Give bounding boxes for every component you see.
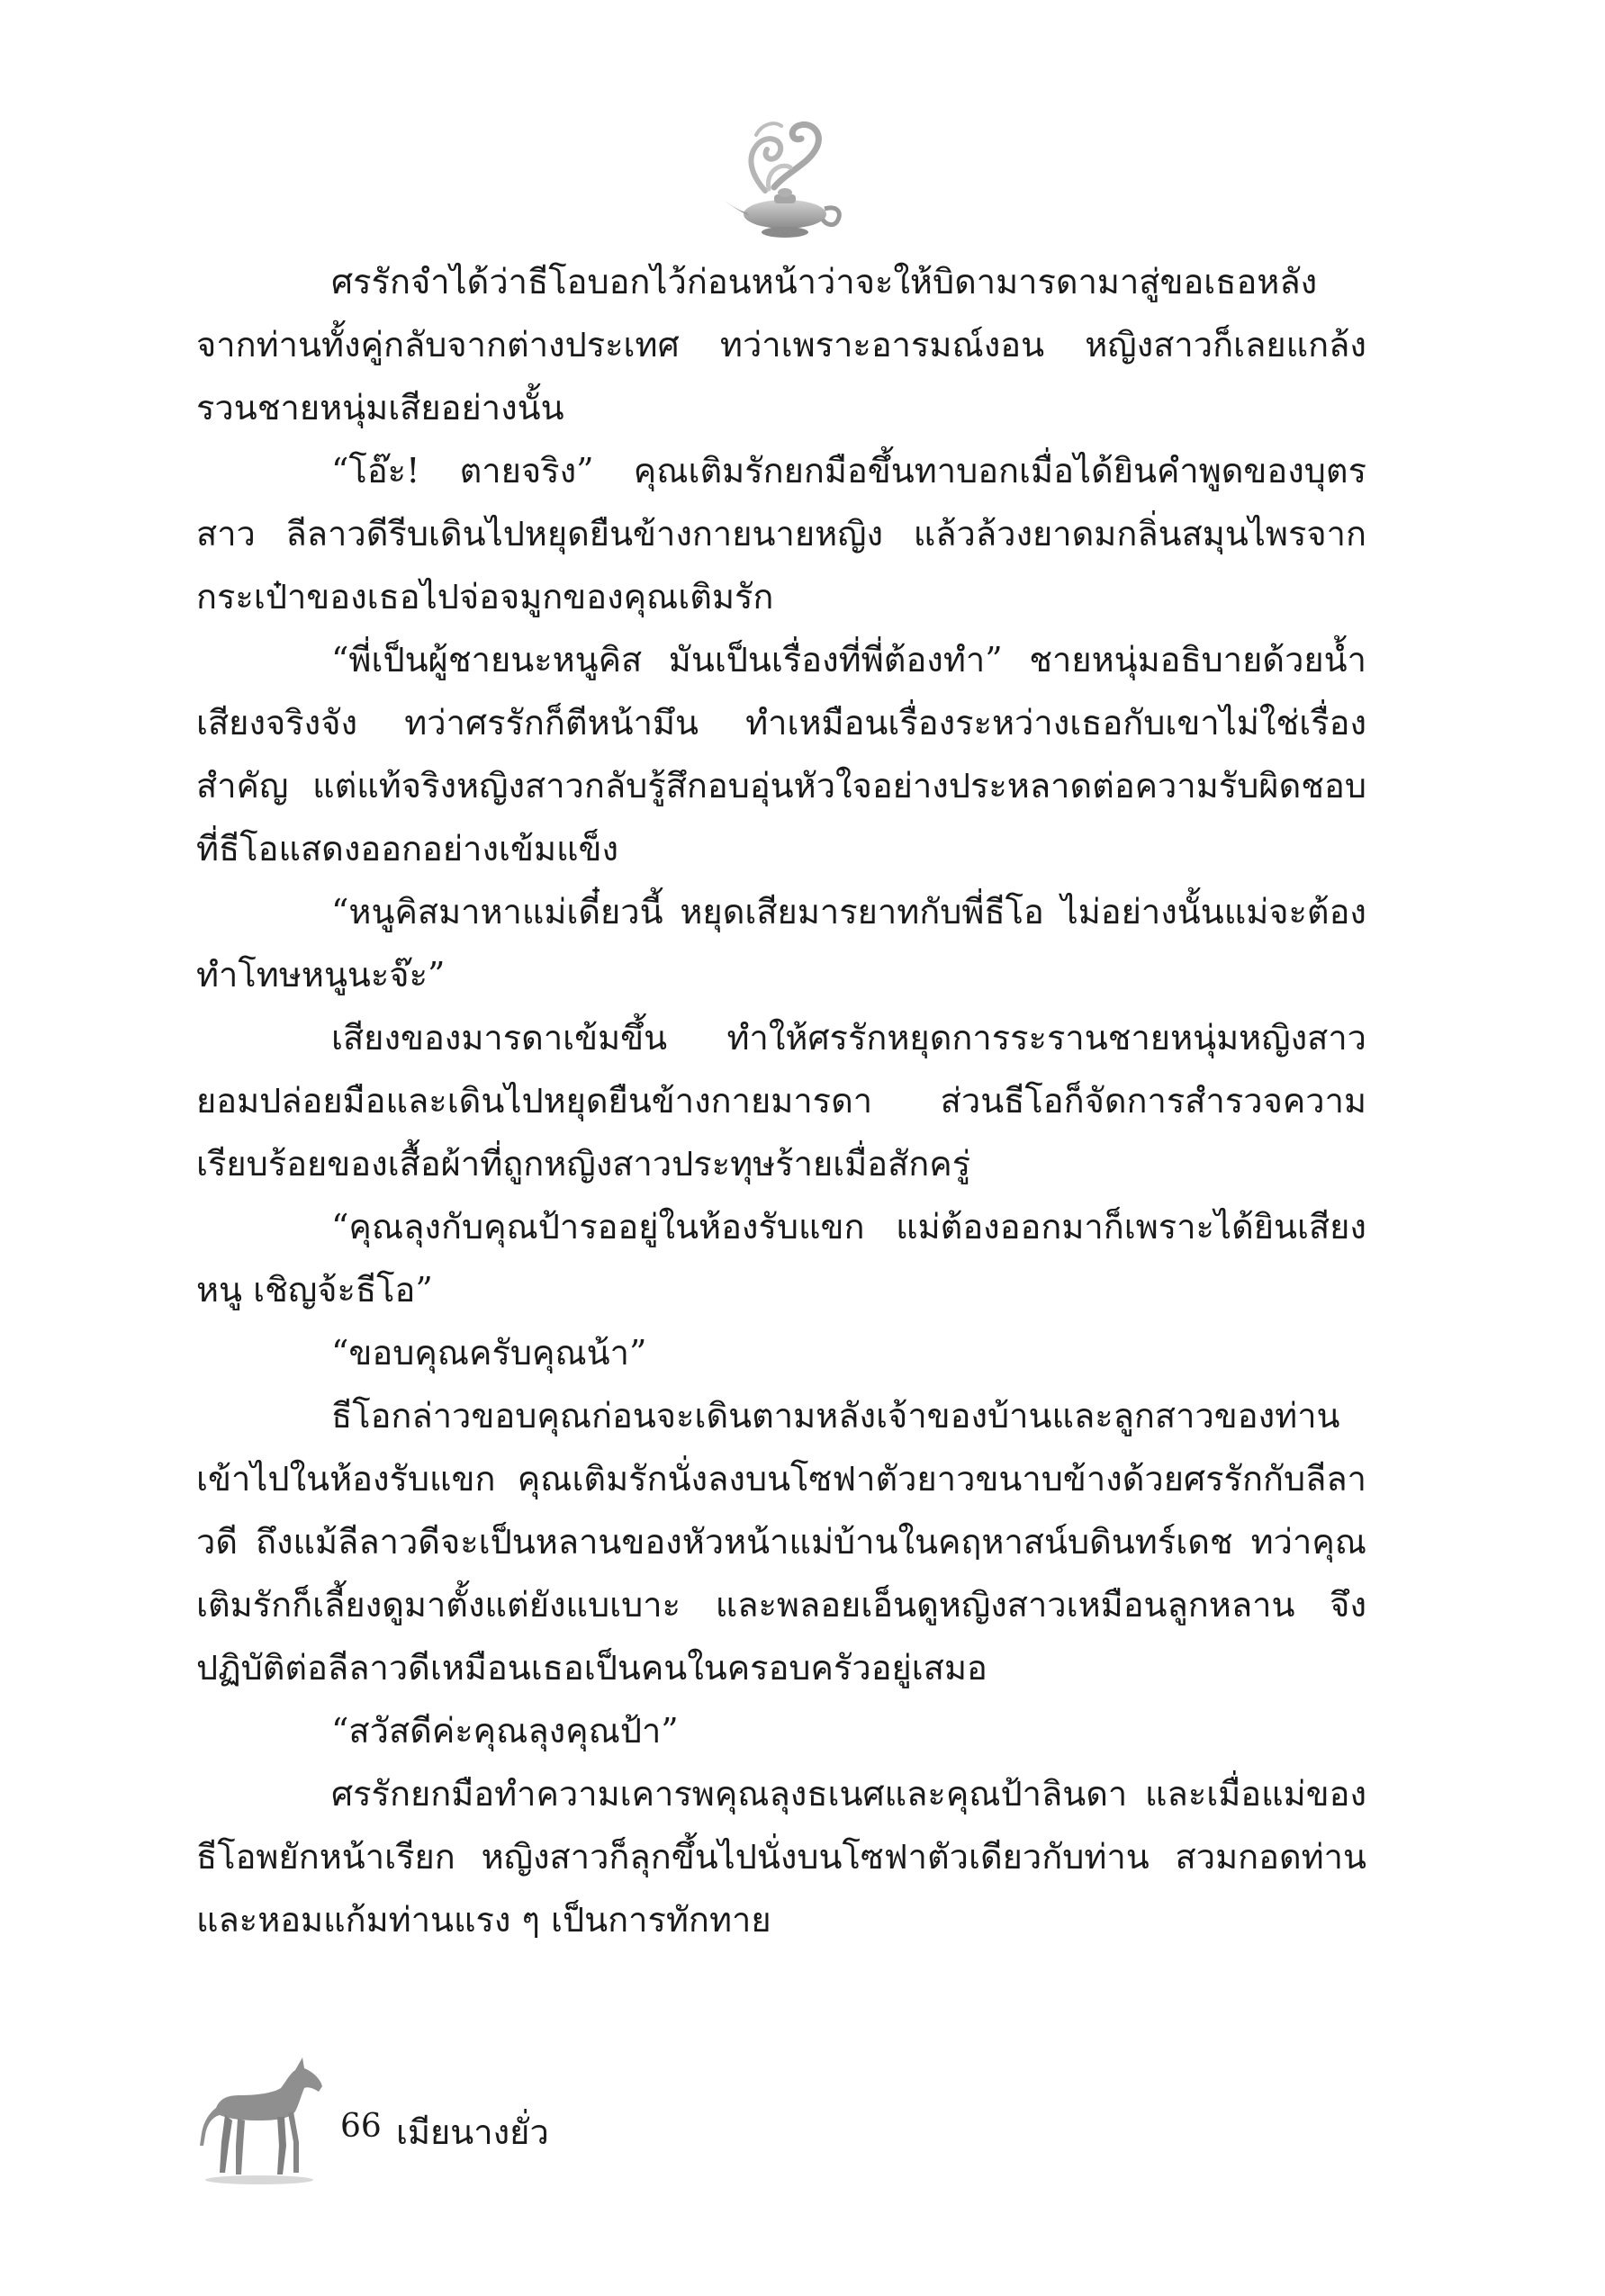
genie-lamp-icon	[702, 108, 855, 243]
paragraph: “คุณลุงกับคุณป้ารออยู่ในห้องรับแขก แม่ต้องออกมาก็เพราะได้ยินเสียงหนู เชิญจ้ะธีโอ”	[196, 1207, 1366, 1310]
paragraph: “พี่เป็นผู้ชายนะหนูคิส มันเป็นเรื่องที่พี่ต้องทำ” ชายหนุ่มอธิบายด้วยน้ำเสียงจริงจัง ทว่าศรรักก็ตีหน้ามึน ทำเหมือนเรื่องระหว่างเธอกับเขาไม่ใช่เรื่องสำคัญ แต่แท้จริงหญิงสาวกลับรู้สึกอบอุ่นหัวใจอย่างประหลาดต่อความรับผิดชอบที่ธีโอแสดงออกอย่างเข้มแข็ง	[196, 640, 1366, 869]
page-footer	[189, 2052, 729, 2187]
paragraph: ธีโอกล่าวขอบคุณก่อนจะเดินตามหลังเจ้าของบ้านและลูกสาวของท่านเข้าไปในห้องรับแขก คุณเติมรักนั่งลงบนโซฟาตัวยาวขนาบข้างด้วยศรรักกับลีลาวดี ถึงแม้ลีลาวดีจะเป็นหลานของหัวหน้าแม่บ้านในคฤหาสน์บดินทร์เดช ทว่าคุณเติมรักก็เลี้ยงดูมาตั้งแต่ยังแบเบาะ และพลอยเอ็นดูหญิงสาวเหมือนลูกหลาน จึงปฏิบัติต่อลีลาวดีเหมือนเธอเป็นคนในครอบครัวอยู่เสมอ	[196, 1396, 1366, 1688]
chapter-body-text	[196, 250, 1366, 1951]
paragraph: “สวัสดีค่ะคุณลุงคุณป้า”	[331, 1711, 679, 1751]
paragraph: “หนูคิสมาหาแม่เดี๋ยวนี้ หยุดเสียมารยาทกับพี่ธีโอ ไม่อย่างนั้นแม่จะต้องทำโทษหนูนะจ๊ะ”	[196, 892, 1366, 995]
paragraph: “โอ๊ะ! ตายจริง” คุณเติมรักยกมือขึ้นทาบอกเมื่อได้ยินคำพูดของบุตรสาว ลีลาวดีรีบเดินไปหยุดยืนข้างกายนายหญิง แล้วล้วงยาดมกลิ่นสมุนไพรจากกระเป๋าของเธอไปจ่อจมูกของคุณเติมรัก	[196, 451, 1366, 617]
paragraph: “ขอบคุณครับคุณน้า”	[331, 1333, 647, 1373]
paragraph: เสียงของมารดาเข้มขึ้น ทำให้ศรรักหยุดการระรานชายหนุ่มหญิงสาวยอมปล่อยมือและเดินไปหยุดยืนข้างกายมารดา ส่วนธีโอก็จัดการสำรวจความเรียบร้อยของเสื้อผ้าที่ถูกหญิงสาวประทุษร้ายเมื่อสักครู่	[196, 1018, 1366, 1184]
horse-icon	[189, 2052, 333, 2187]
book-title: เมียนางยั่ว	[396, 2112, 549, 2152]
page-number: 66	[340, 2108, 382, 2145]
paragraph: ศรรักยกมือทำความเคารพคุณลุงธเนศและคุณป้าลินดา และเมื่อแม่ของธีโอพยักหน้าเรียก หญิงสาวก็ลุกขึ้นไปนั่งบนโซฟาตัวเดียวกับท่าน สวมกอดท่านและหอมแก้มท่านแรง ๆ เป็นการทักทาย	[196, 1774, 1366, 1940]
paragraph: ศรรักจำได้ว่าธีโอบอกไว้ก่อนหน้าว่าจะให้บิดามารดามาสู่ขอเธอหลังจากท่านทั้งคู่กลับจากต่างประเทศ ทว่าเพราะอารมณ์งอน หญิงสาวก็เลยแกล้งรวนชายหนุ่มเสียอย่างนั้น	[196, 262, 1366, 428]
